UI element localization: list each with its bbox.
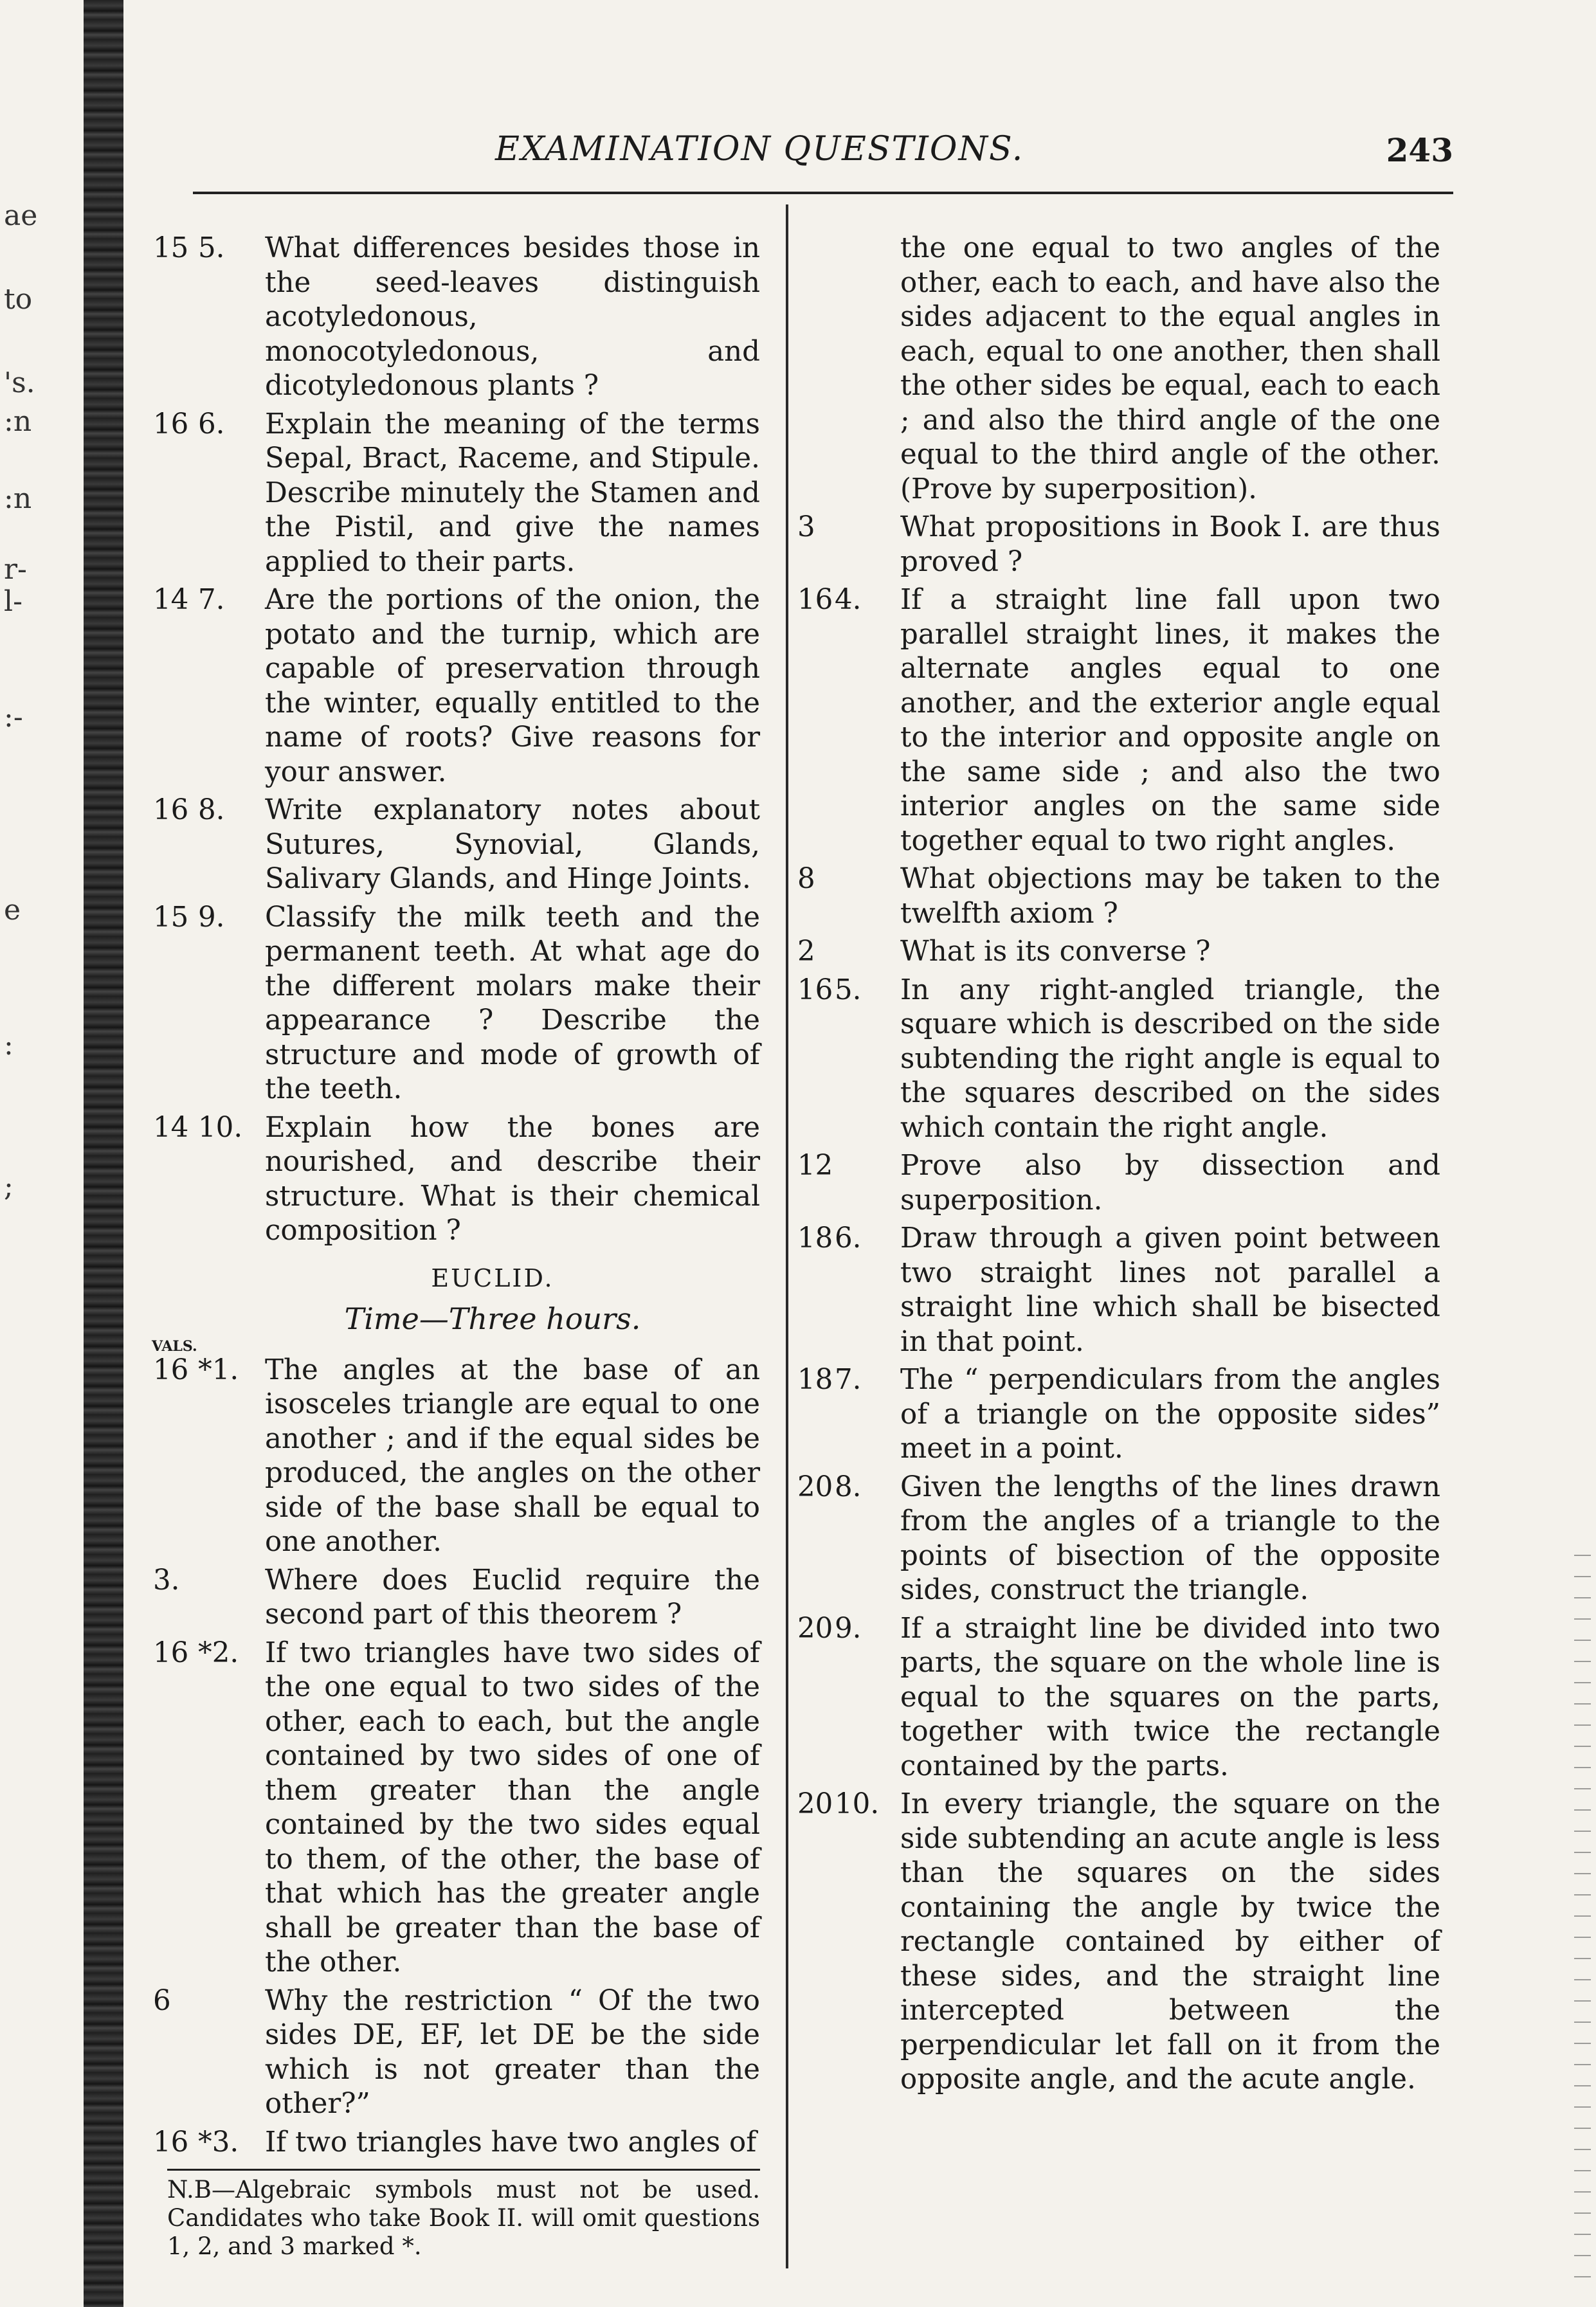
question-item <box>797 1363 1440 1467</box>
question-number: *3. <box>198 2126 239 2158</box>
question-item <box>797 511 1440 579</box>
question-text: Explain the meaning of the terms Sepal, Bract, Raceme, and Stipule. Describe minutely the Stamen and the Pistil, and give the names applied to their parts. <box>265 408 760 578</box>
question-item <box>148 2126 760 2160</box>
question-item <box>148 231 760 404</box>
question-item <box>148 901 760 1107</box>
question-number: 7. <box>198 584 225 616</box>
question-marks: 15 <box>153 901 189 934</box>
question-text: Draw through a given point between two straight lines not parallel a straight line which shall be bisected in that point. <box>900 1222 1440 1358</box>
question-marks: 14 <box>153 1111 189 1144</box>
right-column <box>797 231 1440 2101</box>
question-number: 9. <box>835 1612 862 1645</box>
question-item <box>797 1787 1440 2097</box>
question-text: What is its converse ? <box>900 936 1211 968</box>
question-text: If two triangles have two angles of <box>265 2126 757 2158</box>
margin-fragment: r- <box>4 553 27 586</box>
question-item <box>797 1222 1440 1359</box>
question-number: 9. <box>198 901 225 934</box>
question-number: 7. <box>835 1364 862 1396</box>
question-number: 5. <box>198 232 225 264</box>
question-number: 4. <box>835 584 862 616</box>
question-item <box>148 1636 760 1980</box>
botany-questions <box>148 231 760 1249</box>
question-item <box>797 1149 1440 1218</box>
question-marks: 16 <box>797 584 833 616</box>
margin-fragment: : <box>4 1029 14 1062</box>
column-divider <box>786 204 788 2268</box>
previous-page-margin <box>0 0 77 2307</box>
question-number: 8. <box>835 1470 862 1503</box>
question-text: Prove also by dissection and superposition. <box>900 1150 1440 1217</box>
question-marks: 16 <box>153 794 189 826</box>
question-continuation <box>797 231 1440 507</box>
page-header <box>193 122 1453 180</box>
euclid-questions <box>148 1353 760 2160</box>
question-marks: 16 <box>153 408 189 440</box>
question-marks: 3 <box>797 511 815 543</box>
question-item <box>148 1984 760 2122</box>
question-number: 8. <box>198 794 225 826</box>
question-text: If a straight line be divided into two parts, the square on the whole line is equal to the squares on the parts, together with twice the rectangle contained by the parts. <box>900 1612 1440 1782</box>
question-marks: 18 <box>797 1222 833 1254</box>
margin-fragment: to <box>4 283 33 316</box>
question-text: the one equal to two angles of the other, each to each, and have also the sides adjacent to the equal angles in each, equal to one another, then shall the other sides be equal, each to each ; and also the third angle of the one equal to the third angle of the other. (Prove by superposition). <box>900 232 1440 505</box>
question-item <box>797 1612 1440 1784</box>
question-text: In every triangle, the square on the side subtending an acute angle is less than the squares on the sides containing the angle by twice the rectangle contained by either of these sides, and the straight line intercepted between the perpendicular let fall on it from the opposite angle, and the acute angle. <box>900 1788 1440 2095</box>
question-marks: 18 <box>797 1364 833 1396</box>
values-label: VALS. <box>152 1337 197 1355</box>
question-item <box>148 1353 760 1560</box>
question-text: Given the lengths of the lines drawn from the angles of a triangle to the points of bisection of the opposite sides, construct the triangle. <box>900 1470 1440 1606</box>
running-title: EXAMINATION QUESTIONS. <box>495 130 1024 168</box>
question-text: If a straight line fall upon two parallel straight lines, it makes the alternate angles equal to one another, and the exterior angle equal to the interior and opposite angle on the same side ; and also the two interior angles on the same side together equal to two right angles. <box>900 584 1440 857</box>
question-item <box>148 583 760 790</box>
question-item <box>797 935 1440 970</box>
margin-fragment: :n <box>4 405 32 438</box>
question-item <box>797 973 1440 1146</box>
question-number: 10. <box>835 1788 880 1820</box>
question-number: 6. <box>198 408 225 440</box>
question-text: If two triangles have two sides of the one equal to two sides of the other, each to each, but the angle contained by two sides of one of them greater than the angle contained by the two sides equal to them, of the other, the base of that which has the greater angle shall be greater than the base of the other. <box>265 1636 760 1978</box>
question-marks: 14 <box>153 584 189 616</box>
margin-fragment: :- <box>4 701 23 734</box>
header-rule <box>193 192 1453 194</box>
question-marks: 8 <box>797 863 815 895</box>
question-marks: 12 <box>797 1150 833 1182</box>
euclid-questions-continued <box>797 511 1440 2097</box>
question-text: Why the restriction “ Of the two sides DE, EF, let DE be the side which is not greater than the other?” <box>265 1984 760 2120</box>
question-number: 10. <box>198 1111 243 1144</box>
question-item <box>148 408 760 580</box>
question-text: Write explanatory notes about Sutures, Synovial, Glands, Salivary Glands, and Hinge Joints. <box>265 794 760 895</box>
question-text: The “ perpendiculars from the angles of a triangle on the opposite sides” meet in a point. <box>900 1364 1440 1465</box>
question-number: 5. <box>835 973 862 1006</box>
question-number: *1. <box>198 1353 239 1386</box>
question-text: The angles at the base of an isosceles triangle are equal to one another ; and if the equal sides be produced, the angles on the other side of the base shall be equal to one another. <box>265 1353 760 1558</box>
question-text: Where does Euclid require the second part of this theorem ? <box>265 1564 760 1631</box>
question-marks: 20 <box>797 1788 833 1820</box>
question-text: Are the portions of the onion, the potato and the turnip, which are capable of preservation through the winter, equally entitled to the name of roots? Give reasons for your answer. <box>265 584 760 788</box>
question-item <box>148 793 760 897</box>
question-marks: 20 <box>797 1470 833 1503</box>
margin-fragment: ; <box>4 1170 14 1203</box>
question-item <box>148 1111 760 1249</box>
margin-fragment: e <box>4 894 21 927</box>
question-marks: 3. <box>153 1564 180 1597</box>
book-binding-strip <box>84 0 123 2307</box>
question-number: *2. <box>198 1636 239 1669</box>
question-text: What differences besides those in the seed-leaves distinguish acotyledonous, monocotyledonous, and dicotyledonous plants ? <box>265 232 760 402</box>
margin-fragment: l- <box>4 585 23 618</box>
question-marks: 16 <box>153 2126 189 2158</box>
question-item <box>797 862 1440 931</box>
section-time: Time—Three hours. <box>344 1301 641 1336</box>
margin-fragment: :n <box>4 482 32 515</box>
note-rule <box>167 2169 760 2171</box>
question-text: What propositions in Book I. are thus proved ? <box>900 511 1440 578</box>
question-marks: 2 <box>797 936 815 968</box>
section-title: EUCLID. <box>431 1263 554 1292</box>
question-marks: 16 <box>153 1353 189 1386</box>
question-item <box>797 1470 1440 1608</box>
question-marks: 6 <box>153 1984 171 2017</box>
question-marks: 16 <box>153 1636 189 1669</box>
question-marks: 15 <box>153 232 189 264</box>
question-marks: 20 <box>797 1612 833 1645</box>
question-item <box>797 583 1440 858</box>
question-number: 6. <box>835 1222 862 1254</box>
left-column <box>148 231 760 2261</box>
page-number: 243 <box>1386 131 1453 169</box>
margin-fragment: ae <box>4 199 38 232</box>
question-marks: 16 <box>797 973 833 1006</box>
footnote: N.B—Algebraic symbols must not be used. Candidates who take Book II. will omit questions 1, 2, and 3 marked *. <box>167 2176 760 2260</box>
scan-edge-noise <box>1574 1543 1591 2283</box>
question-text: Classify the milk teeth and the permanent teeth. At what age do the different molars make their appearance ? Describe the structure and mode of growth of the teeth. <box>265 901 760 1105</box>
question-text: Explain how the bones are nourished, and describe their structure. What is their chemical composition ? <box>265 1111 760 1247</box>
margin-fragment: 's. <box>4 366 35 399</box>
question-item <box>148 1564 760 1633</box>
question-text: In any right-angled triangle, the square which is described on the side subtending the right angle is equal to the squares described on the sides which contain the right angle. <box>900 973 1440 1144</box>
question-text: What objections may be taken to the twelfth axiom ? <box>900 863 1440 930</box>
